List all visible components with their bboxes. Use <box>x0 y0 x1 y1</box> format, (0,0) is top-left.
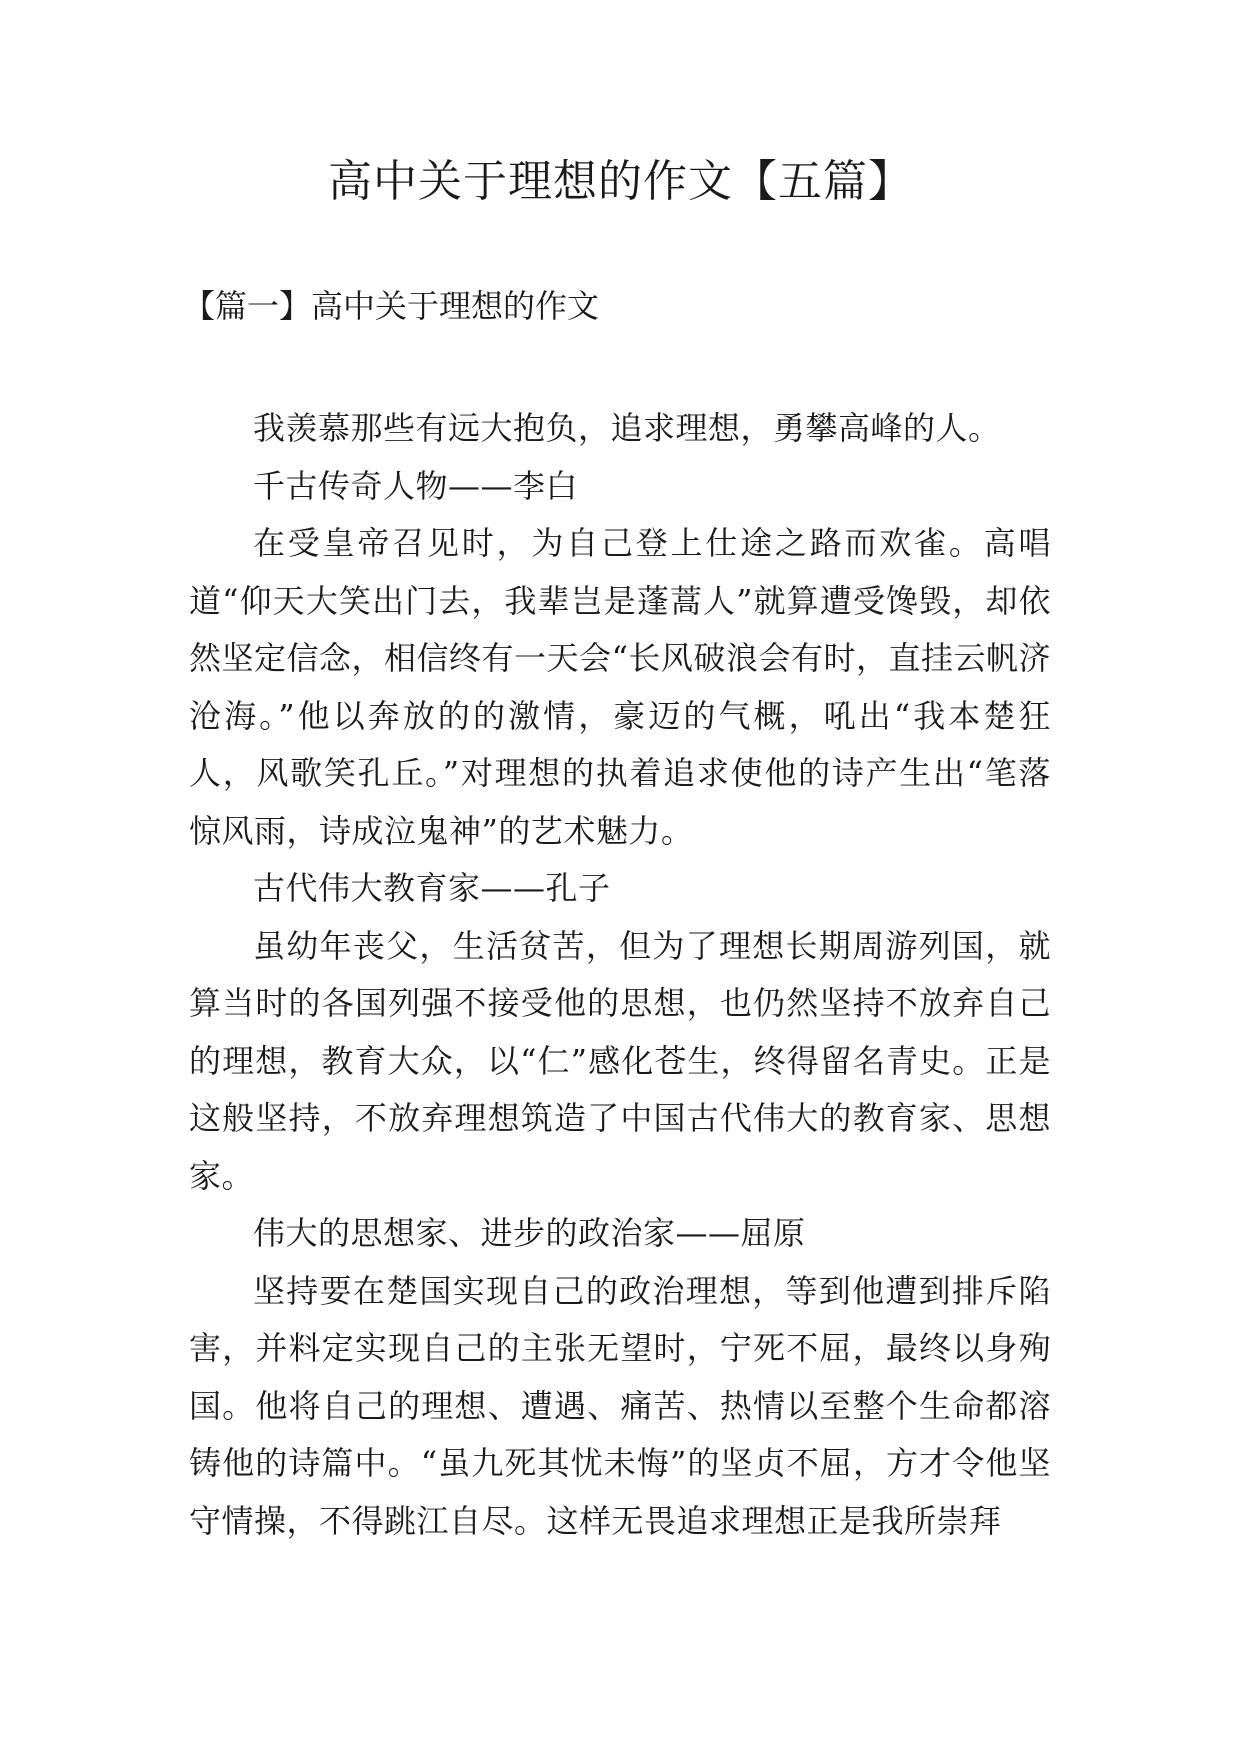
section-heading: 【篇一】高中关于理想的作文 <box>183 287 600 325</box>
paragraph: 我羡慕那些有远大抱负，追求理想，勇攀高峰的人。 <box>253 409 1001 447</box>
paragraph: 千古传奇人物——李白 <box>253 466 579 505</box>
paragraph: 虽幼年丧父，生活贫苦，但为了理想长期周游列国，就算当时的各国列强不接受他的思想，也仍然坚持不放弃自己的理想，教育大众，以“仁”感化苍生，终得留名青史。正是这般坚持，不放弃理想筑造了中国古代伟大的教育家、思想家。 <box>189 926 1051 1195</box>
essay-body <box>189 400 1051 1550</box>
paragraph: 古代伟大教育家——孔子 <box>253 869 611 907</box>
document-title: 高中关于理想的作文【五篇】 <box>328 156 913 207</box>
paragraph: 坚持要在楚国实现自己的政治理想，等到他遭到排斥陷害，并料定实现自己的主张无望时，宁死不屈，最终以身殉国。他将自己的理想、遭遇、痛苦、热情以至整个生命都溶铸他的诗篇中。“虽九死其忧未悔”的坚贞不屈，方才令他坚守情操，不得跳江自尽。这样无畏追求理想正是我所崇拜 <box>189 1271 1051 1540</box>
paragraph: 伟大的思想家、进步的政治家——屈原 <box>253 1214 806 1252</box>
paragraph: 在受皇帝召见时，为自己登上仕途之路而欢雀。高唱道“仰天大笑出门去，我辈岂是蓬蒿人”就算遭受馋毁，却依然坚定信念，相信终有一天会“长风破浪会有时，直挂云帆济沧海。”他以奔放的的激情，豪迈的气概，吼出“我本楚狂人，风歌笑孔丘。”对理想的执着追求使他的诗产生出“笔落惊风雨，诗成泣鬼神”的艺术魅力。 <box>189 524 1051 850</box>
